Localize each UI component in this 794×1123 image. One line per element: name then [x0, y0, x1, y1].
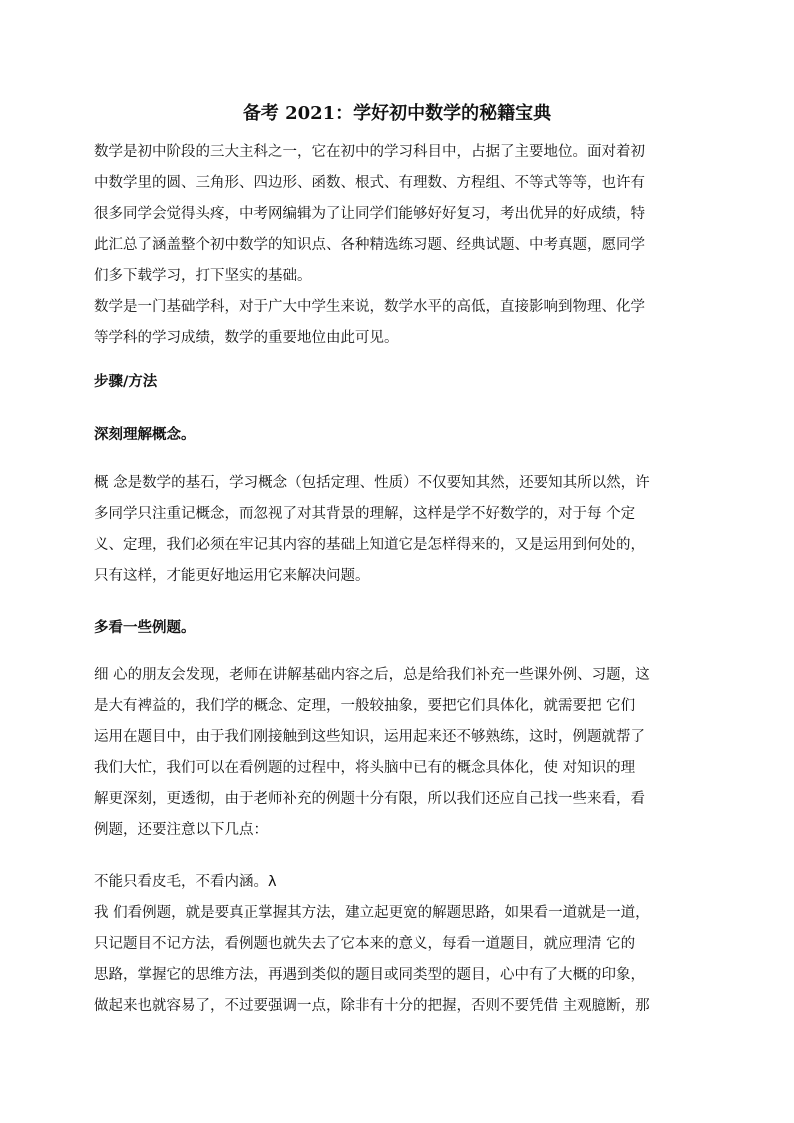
- section1-line: 只有这样，才能更好地运用它来解决问题。: [94, 568, 370, 584]
- point-label: 不能只看皮毛，不看内涵。λ: [94, 874, 277, 890]
- section2-line: 例题，还要注意以下几点：: [94, 822, 268, 838]
- section2-line: 是大有裨益的，我们学的概念、定理，一般较抽象，要把它们具体化，就需要把 它们: [94, 698, 636, 714]
- steps-heading: 步骤/方法: [94, 374, 158, 390]
- intro-line: 中数学里的圆、三角形、四边形、函数、根式、有理数、方程组、不等式等等，也许有: [94, 175, 645, 191]
- section1-line: 义、定理，我们必须在牢记其内容的基础上知道它是怎样得来的，又是运用到何处的，: [94, 537, 645, 553]
- section1-line: 多同学只注重记概念，而忽视了对其背景的理解，这样是学不好数学的，对于每 个定: [94, 506, 636, 522]
- point1-line: 思路，掌握它的思维方法，再遇到类似的题目或同类型的题目，心中有了大概的印象，: [94, 967, 645, 983]
- intro-line: 此汇总了涵盖整个初中数学的知识点、各种精选练习题、经典试题、中考真题，愿同学: [94, 237, 645, 253]
- section-heading: 多看一些例题。: [94, 620, 196, 636]
- intro-line: 很多同学会觉得头疼，中考网编辑为了让同学们能够好好复习，考出优异的好成绩，特: [94, 206, 645, 222]
- point1-line: 做起来也就容易了，不过要强调一点，除非有十分的把握，否则不要凭借 主观臆断，那: [94, 998, 650, 1014]
- point1-line: 只记题目不记方法，看例题也就失去了它本来的意义，每看一道题目，就应理清 它的: [94, 936, 636, 952]
- intro-line: 数学是一门基础学科，对于广大中学生来说，数学水平的高低，直接影响到物理、化学: [94, 299, 645, 315]
- section2-line: 解更深刻，更透彻，由于老师补充的例题十分有限，所以我们还应自己找一些来看，看: [94, 791, 645, 807]
- intro-line: 数学是初中阶段的三大主科之一，它在初中的学习科目中，占据了主要地位。面对着初: [94, 144, 645, 160]
- section2-line: 细 心的朋友会发现，老师在讲解基础内容之后，总是给我们补充一些课外例、习题，这: [94, 667, 650, 683]
- intro-line: 等学科的学习成绩，数学的重要地位由此可见。: [94, 330, 399, 346]
- section-heading: 深刻理解概念。: [94, 427, 196, 443]
- section1-line: 概 念是数学的基石，学习概念（包括定理、性质）不仅要知其然，还要知其所以然，许: [94, 475, 650, 491]
- document-title: 备考 2021：学好初中数学的秘籍宝典: [242, 103, 552, 124]
- section2-line: 我们大忙，我们可以在看例题的过程中，将头脑中已有的概念具体化，使 对知识的理: [94, 760, 636, 776]
- section2-line: 运用在题目中，由于我们刚接触到这些知识，运用起来还不够熟练，这时，例题就帮了: [94, 729, 645, 745]
- intro-line: 们多下载学习，打下坚实的基础。: [94, 268, 312, 284]
- point1-line: 我 们看例题，就是要真正掌握其方法，建立起更宽的解题思路，如果看一道就是一道，: [94, 905, 650, 921]
